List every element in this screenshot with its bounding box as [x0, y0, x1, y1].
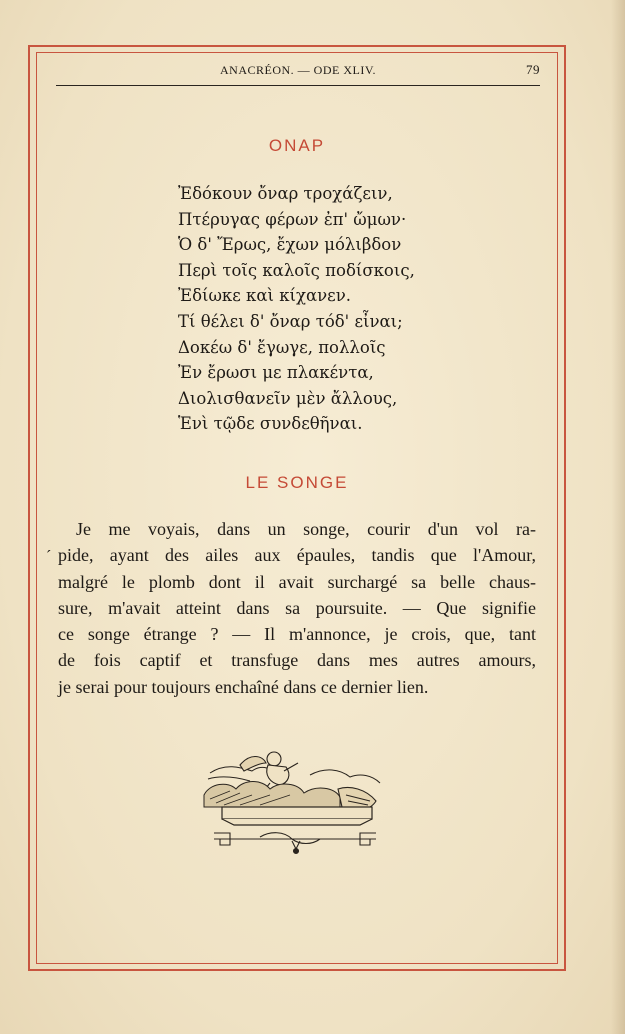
french-translation [58, 516, 536, 700]
margin-mark: ˊ [46, 548, 52, 565]
greek-title: ΟΝΑΡ [268, 136, 326, 155]
poem-line: Ἑνὶ τῷδε συνδεθῆναι. [178, 414, 363, 434]
prose-line: je serai pour toujours enchaîné dans ce dernier lien. [58, 676, 429, 697]
prose-line: malgré le plomb dont il avait surchargé sa belle chaus- [58, 571, 536, 592]
poem-line: Διολισθανεῖν μὲν ἄλλους, [178, 388, 398, 408]
header-rule [56, 85, 540, 86]
poem-line: Ἐδίωκε καὶ κίχανεν. [178, 286, 351, 306]
prose-line: sure, m'avait atteint dans sa poursuite. — Que signifie [58, 597, 536, 618]
cupid-vignette-icon [200, 745, 396, 857]
poem-line: Περὶ τοῖς καλοῖς ποδίσκοις, [178, 260, 415, 280]
running-title: ANACRÉON. — ODE XLIV. [220, 63, 376, 77]
prose-line: Je me voyais, dans un songe, courir d'un vol ra- [76, 519, 536, 539]
poem-line: Ὁ δ' Ἔρως, ἔχων μόλιβδον [178, 235, 402, 255]
running-head [56, 61, 540, 83]
poem-line: Τί θέλει δ' ὄναρ τόδ' εἶναι; [178, 311, 403, 331]
prose-line: ce songe étrange ? — Il m'annonce, je crois, que, tant [58, 624, 536, 645]
page-edge-shadow [611, 0, 625, 1034]
poem-line: Ἐν ἔρωσι με πλακέντα, [178, 363, 374, 383]
poem-line: Ἐδόκουν ὄναρ τροχάζειν, [178, 184, 393, 203]
prose-line: pide, ayant des ailes aux épaules, tandis que l'Amour, [58, 545, 536, 566]
poem-line: Δοκέω δ' ἔγωγε, πολλοῖς [178, 337, 386, 357]
page-number: 79 [526, 62, 540, 77]
prose-line: de fois captif et transfuge dans mes autres amours, [58, 650, 536, 671]
greek-poem [178, 181, 478, 437]
poem-line: Πτέρυγας φέρων ἐπ' ὤμων· [178, 209, 407, 229]
french-title: LE SONGE [245, 473, 349, 492]
